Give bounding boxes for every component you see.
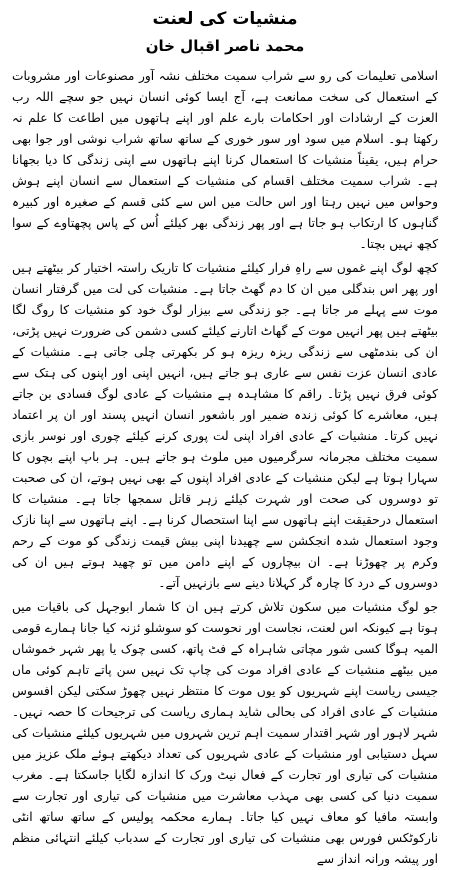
article-title: منشیات کی لعنت xyxy=(152,9,298,29)
article-paragraph: جو لوگ منشیات میں سکون تلاش کرتے ہیں ان کا شمار ابوجہل کی باقیات میں ہوتا ہے کیونکہ اس لعنت، نجاست اور نحوست کو سوشلو ئزنہ کیا جانا ہمارے قومی المیہ ہوگا کسی شور مچاتی شاہراہ کے فٹ پاتھ، کسی چوک یا پھر شہر خموشاں میں بیٹھے منشیات کے عادی افراد موت کی چاپ تک نہیں سن پاتے تاہم کوئی ماں جیسی ریاست اپنے شہریوں کو یوں موت کا منتظر نہیں چھوڑ سکتی لیکن افسوس منشیات کے عادی افراد کی بحالی شاید ہماری ریاست کی ترجیحات کا حصہ نہیں۔ شہر لاہور اور شہر اقتدار سمیت اہم ترین شہروں میں شہریوں کیلئے منشیات کی سہل دستیابی اور منشیات کے عادی شہریوں کی تعداد دیکھتے ہوئے ملک عزیز میں منشیات کی تیاری اور تجارت کے فعال نیٹ ورک کا اندازہ لگایا جاسکتا ہے۔ مغرب سمیت دنیا کی کسی بھی مہذب معاشرت میں منشیات کی تیاری اور تجارت سے وابستہ مافیا کو معاف نہیں کیا جاتا۔ ہمارے محکمہ پولیس کے ساتھ ساتھ انٹی نارکوٹکس فورس بھی منشیات کی تیاری اور تجارت کے سدباب کیلئے انتہائی منظم اور پیشہ ورانہ انداز سے xyxy=(12,600,438,866)
article-paragraph: کچھ لوگ اپنے غموں سے راہِ فرار کیلئے منشیات کا تاریک راستہ اختیار کر بیٹھتے ہیں اور پھر اس بندگلی میں ان کا دم گھٹ جاتا ہے۔ منشیات کی لت میں گرفتار انسان موت سے پہلے مر جاتا ہے۔ جو زندگی سے بیزار لوگ خود کو منشیات کا روگ لگا بیٹھتے ہیں پھر انہیں موت کے گھاٹ اتارنے کیلئے کسی دشمن کی ضرورت نہیں پڑتی، ان کی بندمٹھی سے زندگی ریزہ ریزہ ہو کر بکھرتی چلی جاتی ہے۔ منشیات کے عادی انسان عزت نفس سے عاری ہو جاتے ہیں، انہیں اپنی اور اپنوں کی ہتک سے کوئی فرق نہیں پڑتا۔ راقم کا مشاہدہ ہے منشیات کے عادی لوگ فسادی بن جاتے ہیں، معاشرے کا کوئی زندہ ضمیر اور باشعور انسان انہیں پسند اور ان پر اعتماد نہیں کرتا۔ منشیات کے عادی افراد اپنی لت پوری کرنے کیلئے چوری اور نوسر بازی سمیت مختلف مجرمانہ سرگرمیوں میں ملوث ہو جاتے ہیں۔ ہر باپ اپنے بچوں کا سہارا ہوتا ہے لیکن منشیات کے عادی افراد اپنوں کے بھی نہیں ہوتے، ان کی صحبت تو دوسروں کی صحت اور شہرت کیلئے زہر قاتل سمجھا جاتا ہے۔ منشیات کا استعمال درحقیقت اپنے ہاتھوں سے اپنا استحصال کرنا ہے۔ اپنے ہاتھوں سے اپنا نازک وجود استعمال شدہ انجکشن سے چھیدنا اپنی بیش قیمت زندگی کو موت کے رحم وکرم پر چھوڑنا ہے۔ ان بیچاروں کے اپنے دامن میں تو چھید ہوتے ہیں ان کی دوسروں کے درد کا چارہ گر کہلانا دینے سے بازنہیں آتے۔ xyxy=(12,261,438,590)
article-body xyxy=(12,66,438,870)
article-paragraph: اسلامی تعلیمات کی رو سے شراب سمیت مختلف نشہ آور مصنوعات اور مشروبات کے استعمال کی سخت ممانعت ہے، آج ایسا کوئی انسان نہیں جو سچے اللہ رب العزت کے ارشادات اور احکامات بارے علم اور اپنے ہاتھوں میں اطاعت کا علم نہ رکھتا ہو۔ اسلام میں سود اور سور خوری کے ساتھ ساتھ شراب نوشی اور جوا بھی حرام ہیں، یقیناً منشیات کا استعمال کرنا اپنے ہاتھوں سے اپنی زندگی کا دیا بجھانا ہے۔ شراب سمیت مختلف اقسام کی منشیات کے استعمال سے انسان اپنے ہوش وحواس میں نہیں رہتا اور اس حالت میں اس سے کئی قسم کے صغیرہ اور کبیرہ گناہوں کا ارتکاب ہو جاتا ہے اور پھر زندگی بھر کیلئے اُس کے پاس پچھتاوے کے سوا کچھ نہیں بچتا۔ xyxy=(12,69,438,251)
article-author: محمد ناصر اقبال خان xyxy=(145,37,305,55)
